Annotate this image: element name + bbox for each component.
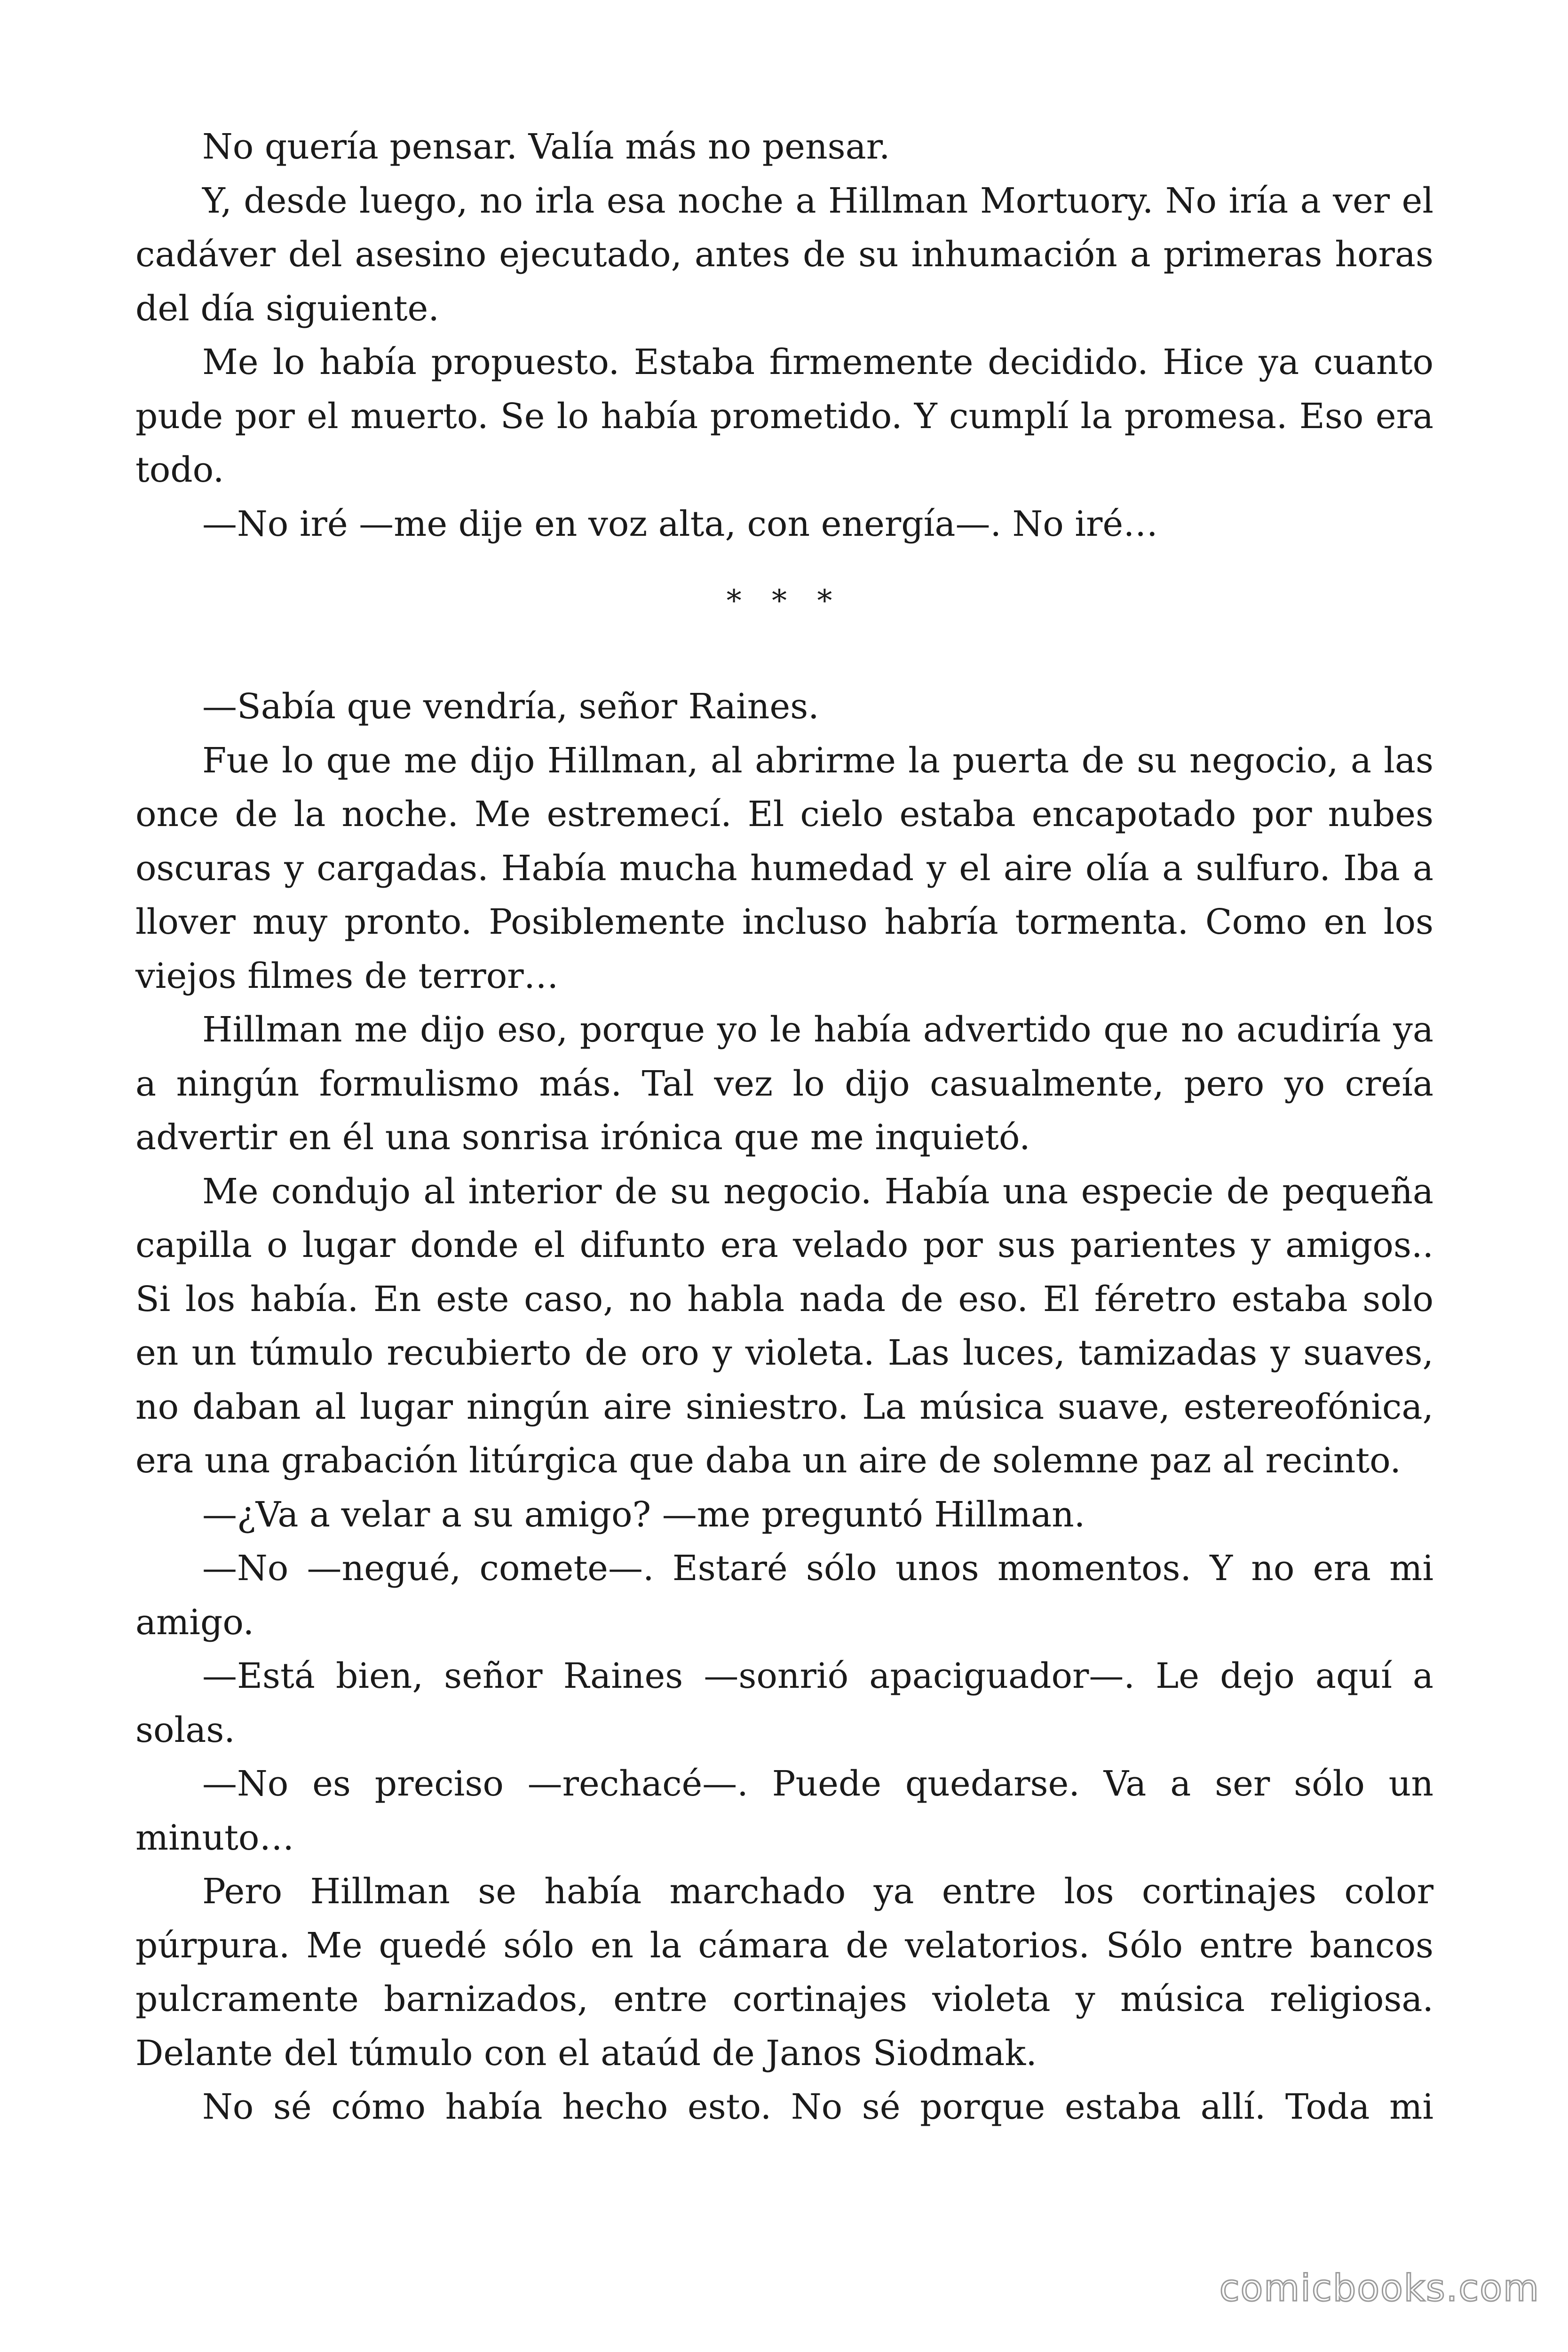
paragraph: —No —negué, comete—. Estaré sólo unos momentos. Y no era mi amigo. <box>135 1548 1433 1643</box>
paragraph: Me condujo al interior de su negocio. Había una especie de pequeña capilla o lugar donde el difunto era velado por sus parientes y amigos.. Si los había. En este caso, no habla nada de eso. El féretro estaba solo en un túmulo recubierto de oro y violeta. Las luces, tamizadas y suaves, no daban al lugar ningún aire siniestro. La música suave, estereofónica, era una grabación litúrgica que daba un aire de solemne paz al recinto. <box>135 1171 1433 1481</box>
paragraph: Y, desde luego, no irla esa noche a Hillman Mortuory. No iría a ver el cadáver del asesino ejecutado, antes de su inhumación a primeras horas del día siguiente. <box>135 180 1433 329</box>
paragraph: —No es preciso —rechacé—. Puede quedarse. Va a ser sólo un minuto… <box>135 1764 1433 1858</box>
book-page-text <box>135 120 1433 2134</box>
paragraph: —Sabía que vendría, señor Raines. <box>202 686 819 727</box>
paragraph: —Está bien, señor Raines —sonrió apaciguador—. Le dejo aquí a solas. <box>135 1656 1433 1750</box>
paragraph: No sé cómo había hecho esto. No sé porque estaba allí. Toda mi <box>202 2087 1433 2127</box>
section-break: * * * <box>726 584 843 619</box>
paragraph: Pero Hillman se había marchado ya entre los cortinajes color púrpura. Me quedé sólo en la cámara de velatorios. Sólo entre bancos pulcramente barnizados, entre cortinajes violeta y música religiosa. Delante del túmulo con el ataúd de Janos Siodmak. <box>135 1871 1433 2074</box>
paragraph: No quería pensar. Valía más no pensar. <box>202 127 890 167</box>
paragraph: Me lo había propuesto. Estaba firmemente decidido. Hice ya cuanto pude por el muerto. Se lo había prometido. Y cumplí la promesa. Eso era todo. <box>135 342 1433 490</box>
paragraph: Hillman me dijo eso, porque yo le había advertido que no acudiría ya a ningún formulismo más. Tal vez lo dijo casualmente, pero yo creía advertir en él una sonrisa irónica que me inquietó. <box>135 1009 1433 1158</box>
paragraph: —No iré —me dije en voz alta, con energía—. No iré… <box>202 503 1158 544</box>
paragraph: —¿Va a velar a su amigo? —me preguntó Hillman. <box>202 1494 1085 1535</box>
paragraph: Fue lo que me dijo Hillman, al abrirme la puerta de su negocio, a las once de la noche. Me estremecí. El cielo estaba encapotado por nubes oscuras y cargadas. Había mucha humedad y el aire olía a sulfuro. Iba a llover muy pronto. Posiblemente incluso habría tormenta. Como en los viejos filmes de terror… <box>135 740 1433 996</box>
watermark-logo: comicbooks.com <box>1219 2267 1540 2310</box>
